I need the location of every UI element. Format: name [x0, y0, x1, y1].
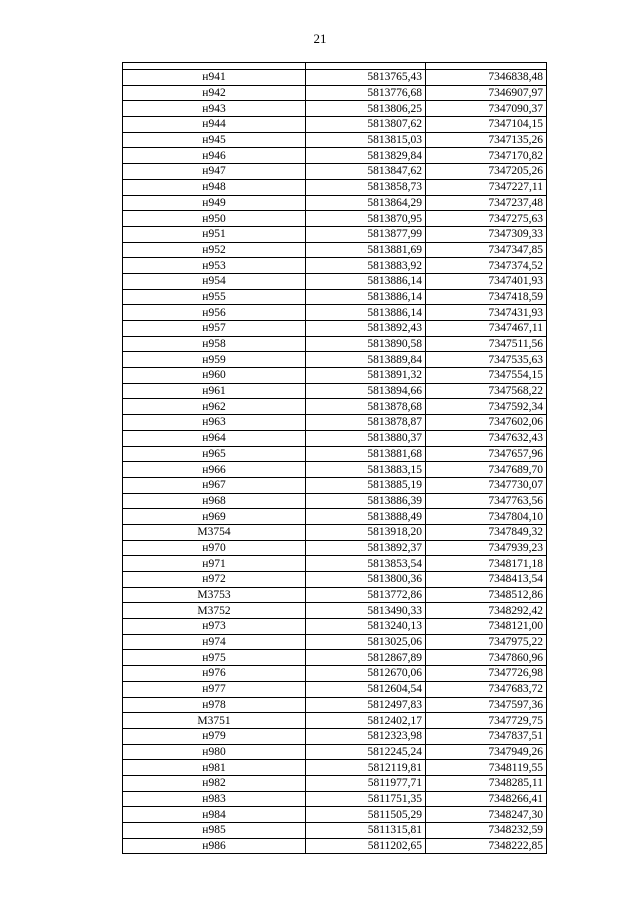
x-coordinate-cell: 5812245,24 [306, 744, 426, 760]
y-coordinate-cell: 7348121,00 [426, 619, 547, 635]
y-coordinate-cell: 7347275,63 [426, 211, 547, 227]
y-coordinate-cell: 7348413,54 [426, 572, 547, 588]
point-id-cell: н961 [123, 383, 306, 399]
y-coordinate-cell: 7348266,41 [426, 791, 547, 807]
x-coordinate-cell: 5813800,36 [306, 572, 426, 588]
point-id-cell: н959 [123, 352, 306, 368]
x-coordinate-cell: 5813776,68 [306, 85, 426, 101]
x-coordinate-cell: 5813807,62 [306, 117, 426, 133]
table-row [123, 587, 547, 603]
table-row [123, 195, 547, 211]
x-coordinate-cell: 5812497,83 [306, 697, 426, 713]
point-id-cell: н964 [123, 430, 306, 446]
y-coordinate-cell: 7347939,23 [426, 540, 547, 556]
point-id-cell: н975 [123, 650, 306, 666]
point-id-cell: н945 [123, 132, 306, 148]
y-coordinate-cell: 7347592,34 [426, 399, 547, 415]
point-id-cell: н960 [123, 368, 306, 384]
table-row [123, 85, 547, 101]
point-id-cell: М3753 [123, 587, 306, 603]
y-coordinate-cell: 7347726,98 [426, 666, 547, 682]
table-row [123, 713, 547, 729]
x-coordinate-cell: 5813886,14 [306, 273, 426, 289]
point-id-cell: н948 [123, 179, 306, 195]
y-coordinate-cell: 7347860,96 [426, 650, 547, 666]
y-coordinate-cell: 7347401,93 [426, 273, 547, 289]
point-id-cell: М3754 [123, 524, 306, 540]
table-row [123, 540, 547, 556]
y-coordinate-cell: 7347418,59 [426, 289, 547, 305]
y-coordinate-cell: 7348292,42 [426, 603, 547, 619]
y-coordinate-cell: 7347227,11 [426, 179, 547, 195]
point-id-cell: н947 [123, 164, 306, 180]
x-coordinate-cell: 5812323,98 [306, 728, 426, 744]
x-coordinate-cell: 5811202,65 [306, 838, 426, 854]
coordinates-table [122, 62, 547, 854]
table-row [123, 164, 547, 180]
point-id-cell: н977 [123, 681, 306, 697]
x-coordinate-cell: 5813883,15 [306, 462, 426, 478]
point-id-cell: н949 [123, 195, 306, 211]
y-coordinate-cell: 7348119,55 [426, 760, 547, 776]
table-row [123, 666, 547, 682]
x-coordinate-cell: 5813870,95 [306, 211, 426, 227]
point-id-cell: н982 [123, 775, 306, 791]
table-row [123, 148, 547, 164]
y-coordinate-cell: 7347602,06 [426, 415, 547, 431]
x-coordinate-cell: 5813889,84 [306, 352, 426, 368]
point-id-cell: н952 [123, 242, 306, 258]
x-coordinate-cell: 5813894,66 [306, 383, 426, 399]
table-row [123, 273, 547, 289]
y-coordinate-cell: 7347205,26 [426, 164, 547, 180]
x-coordinate-cell: 5813878,87 [306, 415, 426, 431]
x-coordinate-cell: 5813847,62 [306, 164, 426, 180]
table-row [123, 697, 547, 713]
point-id-cell: н955 [123, 289, 306, 305]
x-coordinate-cell: 5813490,33 [306, 603, 426, 619]
table-row [123, 211, 547, 227]
y-coordinate-cell: 7347837,51 [426, 728, 547, 744]
empty-cell [426, 63, 547, 70]
y-coordinate-cell: 7347309,33 [426, 226, 547, 242]
table-row [123, 399, 547, 415]
table-row [123, 477, 547, 493]
table-row [123, 838, 547, 854]
point-id-cell: н979 [123, 728, 306, 744]
table-row [123, 760, 547, 776]
table-row [123, 305, 547, 321]
point-id-cell: н967 [123, 477, 306, 493]
y-coordinate-cell: 7347170,82 [426, 148, 547, 164]
x-coordinate-cell: 5811315,81 [306, 823, 426, 839]
point-id-cell: н981 [123, 760, 306, 776]
x-coordinate-cell: 5813240,13 [306, 619, 426, 635]
table-row [123, 321, 547, 337]
table-row [123, 289, 547, 305]
point-id-cell: н957 [123, 321, 306, 337]
point-id-cell: н954 [123, 273, 306, 289]
y-coordinate-cell: 7347467,11 [426, 321, 547, 337]
table-row [123, 807, 547, 823]
table-row [123, 775, 547, 791]
x-coordinate-cell: 5813881,68 [306, 446, 426, 462]
y-coordinate-cell: 7348512,86 [426, 587, 547, 603]
table-row [123, 383, 547, 399]
point-id-cell: н958 [123, 336, 306, 352]
table-row [123, 823, 547, 839]
y-coordinate-cell: 7347597,36 [426, 697, 547, 713]
point-id-cell: н965 [123, 446, 306, 462]
y-coordinate-cell: 7348222,85 [426, 838, 547, 854]
y-coordinate-cell: 7347568,22 [426, 383, 547, 399]
point-id-cell: н971 [123, 556, 306, 572]
y-coordinate-cell: 7347975,22 [426, 634, 547, 650]
x-coordinate-cell: 5812867,89 [306, 650, 426, 666]
table-row [123, 258, 547, 274]
y-coordinate-cell: 7347632,43 [426, 430, 547, 446]
point-id-cell: н942 [123, 85, 306, 101]
point-id-cell: н984 [123, 807, 306, 823]
coordinates-table-body [123, 63, 547, 854]
table-row [123, 744, 547, 760]
empty-cell [306, 63, 426, 70]
y-coordinate-cell: 7346907,97 [426, 85, 547, 101]
table-row [123, 634, 547, 650]
point-id-cell: н974 [123, 634, 306, 650]
point-id-cell: н978 [123, 697, 306, 713]
table-row [123, 117, 547, 133]
x-coordinate-cell: 5812119,81 [306, 760, 426, 776]
y-coordinate-cell: 7347237,48 [426, 195, 547, 211]
point-id-cell: н950 [123, 211, 306, 227]
x-coordinate-cell: 5811751,35 [306, 791, 426, 807]
y-coordinate-cell: 7347104,15 [426, 117, 547, 133]
table-row [123, 368, 547, 384]
x-coordinate-cell: 5813864,29 [306, 195, 426, 211]
x-coordinate-cell: 5813880,37 [306, 430, 426, 446]
point-id-cell: н943 [123, 101, 306, 117]
x-coordinate-cell: 5813881,69 [306, 242, 426, 258]
y-coordinate-cell: 7347730,07 [426, 477, 547, 493]
table-row [123, 242, 547, 258]
x-coordinate-cell: 5811977,71 [306, 775, 426, 791]
point-id-cell: н985 [123, 823, 306, 839]
point-id-cell: н956 [123, 305, 306, 321]
empty-cell [123, 63, 306, 70]
y-coordinate-cell: 7348232,59 [426, 823, 547, 839]
y-coordinate-cell: 7348171,18 [426, 556, 547, 572]
y-coordinate-cell: 7347689,70 [426, 462, 547, 478]
x-coordinate-cell: 5813892,43 [306, 321, 426, 337]
x-coordinate-cell: 5812402,17 [306, 713, 426, 729]
y-coordinate-cell: 7347511,56 [426, 336, 547, 352]
table-top-empty-row [123, 63, 547, 70]
x-coordinate-cell: 5813815,03 [306, 132, 426, 148]
x-coordinate-cell: 5813886,39 [306, 493, 426, 509]
table-row [123, 619, 547, 635]
x-coordinate-cell: 5812670,06 [306, 666, 426, 682]
table-row [123, 352, 547, 368]
x-coordinate-cell: 5813772,86 [306, 587, 426, 603]
table-row [123, 493, 547, 509]
x-coordinate-cell: 5813853,54 [306, 556, 426, 572]
x-coordinate-cell: 5813858,73 [306, 179, 426, 195]
y-coordinate-cell: 7347431,93 [426, 305, 547, 321]
point-id-cell: н941 [123, 70, 306, 86]
point-id-cell: н980 [123, 744, 306, 760]
point-id-cell: н973 [123, 619, 306, 635]
point-id-cell: н976 [123, 666, 306, 682]
y-coordinate-cell: 7347347,85 [426, 242, 547, 258]
point-id-cell: н972 [123, 572, 306, 588]
point-id-cell: М3752 [123, 603, 306, 619]
table-row [123, 415, 547, 431]
y-coordinate-cell: 7347657,96 [426, 446, 547, 462]
table-row [123, 101, 547, 117]
y-coordinate-cell: 7347949,26 [426, 744, 547, 760]
point-id-cell: н983 [123, 791, 306, 807]
point-id-cell: н968 [123, 493, 306, 509]
table-row [123, 791, 547, 807]
y-coordinate-cell: 7347535,63 [426, 352, 547, 368]
point-id-cell: н951 [123, 226, 306, 242]
table-row [123, 226, 547, 242]
y-coordinate-cell: 7347763,56 [426, 493, 547, 509]
y-coordinate-cell: 7347729,75 [426, 713, 547, 729]
y-coordinate-cell: 7347374,52 [426, 258, 547, 274]
x-coordinate-cell: 5811505,29 [306, 807, 426, 823]
point-id-cell: н963 [123, 415, 306, 431]
y-coordinate-cell: 7347683,72 [426, 681, 547, 697]
x-coordinate-cell: 5813892,37 [306, 540, 426, 556]
table-row [123, 728, 547, 744]
x-coordinate-cell: 5812604,54 [306, 681, 426, 697]
x-coordinate-cell: 5813829,84 [306, 148, 426, 164]
table-row [123, 681, 547, 697]
x-coordinate-cell: 5813891,32 [306, 368, 426, 384]
x-coordinate-cell: 5813765,43 [306, 70, 426, 86]
table-row [123, 179, 547, 195]
x-coordinate-cell: 5813883,92 [306, 258, 426, 274]
x-coordinate-cell: 5813886,14 [306, 289, 426, 305]
y-coordinate-cell: 7347554,15 [426, 368, 547, 384]
table-row [123, 650, 547, 666]
y-coordinate-cell: 7347804,10 [426, 509, 547, 525]
x-coordinate-cell: 5813918,20 [306, 524, 426, 540]
table-row [123, 336, 547, 352]
x-coordinate-cell: 5813886,14 [306, 305, 426, 321]
table-row [123, 446, 547, 462]
x-coordinate-cell: 5813877,99 [306, 226, 426, 242]
point-id-cell: н970 [123, 540, 306, 556]
x-coordinate-cell: 5813025,06 [306, 634, 426, 650]
table-row [123, 572, 547, 588]
point-id-cell: н969 [123, 509, 306, 525]
y-coordinate-cell: 7348247,30 [426, 807, 547, 823]
table-row [123, 556, 547, 572]
y-coordinate-cell: 7347849,32 [426, 524, 547, 540]
x-coordinate-cell: 5813888,49 [306, 509, 426, 525]
x-coordinate-cell: 5813890,58 [306, 336, 426, 352]
x-coordinate-cell: 5813885,19 [306, 477, 426, 493]
point-id-cell: н944 [123, 117, 306, 133]
y-coordinate-cell: 7347135,26 [426, 132, 547, 148]
point-id-cell: н953 [123, 258, 306, 274]
y-coordinate-cell: 7348285,11 [426, 775, 547, 791]
table-row [123, 430, 547, 446]
x-coordinate-cell: 5813806,25 [306, 101, 426, 117]
table-row [123, 603, 547, 619]
table-row [123, 70, 547, 86]
y-coordinate-cell: 7347090,37 [426, 101, 547, 117]
y-coordinate-cell: 7346838,48 [426, 70, 547, 86]
x-coordinate-cell: 5813878,68 [306, 399, 426, 415]
point-id-cell: н966 [123, 462, 306, 478]
point-id-cell: М3751 [123, 713, 306, 729]
table-row [123, 509, 547, 525]
point-id-cell: н962 [123, 399, 306, 415]
point-id-cell: н986 [123, 838, 306, 854]
table-row [123, 524, 547, 540]
point-id-cell: н946 [123, 148, 306, 164]
page-number: 21 [313, 31, 327, 46]
table-row [123, 462, 547, 478]
table-row [123, 132, 547, 148]
